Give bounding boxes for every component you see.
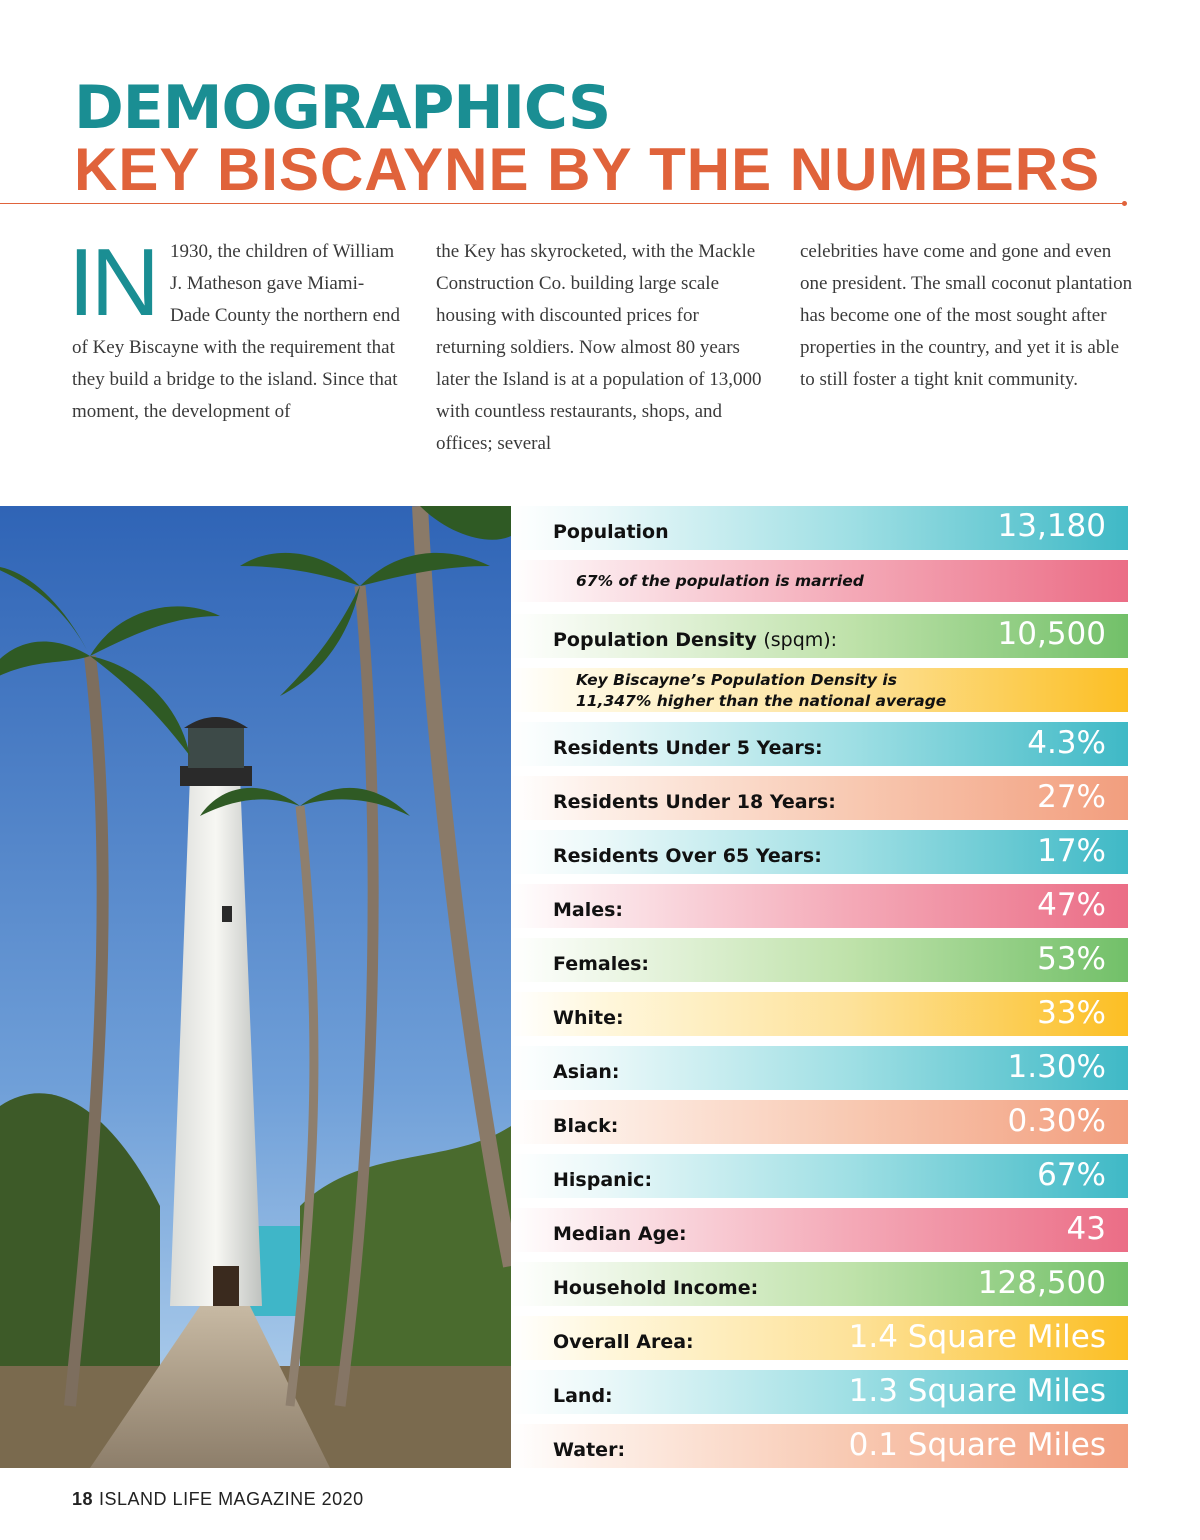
article-text-3: celebrities have come and gone and even one president. The small coconut plantation has become one of the most sought after properties in the country, and yet it is able to still foster a tight knit community. xyxy=(800,241,1133,390)
stat-label-unit: (spqm): xyxy=(763,629,838,651)
stat-row-population-density xyxy=(511,614,1128,658)
stat-value: 1.30% xyxy=(1007,1049,1106,1085)
note-married xyxy=(511,560,1128,602)
stat-label: Median Age: xyxy=(553,1223,687,1245)
stat-value: 0.30% xyxy=(1007,1103,1106,1139)
stat-value: 17% xyxy=(1037,833,1106,869)
stat-row-under-18 xyxy=(511,776,1128,820)
publication-name: ISLAND LIFE MAGAZINE 2020 xyxy=(99,1489,364,1509)
page-title: DEMOGRAPHICS xyxy=(74,73,611,143)
stat-row-hispanic xyxy=(511,1154,1128,1198)
stat-label: Residents Over 65 Years: xyxy=(553,845,822,867)
stat-row-population xyxy=(511,506,1128,550)
stat-value: 1.4 Square Miles xyxy=(848,1319,1106,1355)
note-text: 67% of the population is married xyxy=(576,572,864,590)
stat-row-land xyxy=(511,1370,1128,1414)
stat-row-household-income xyxy=(511,1262,1128,1306)
article-column-2 xyxy=(436,236,766,460)
stat-label: Males: xyxy=(553,899,624,921)
stat-value: 1.3 Square Miles xyxy=(848,1373,1106,1409)
stat-value: 47% xyxy=(1037,887,1106,923)
page-number: 18 xyxy=(72,1489,94,1509)
stat-label: Household Income: xyxy=(553,1277,759,1299)
stat-row-asian xyxy=(511,1046,1128,1090)
stat-row-white xyxy=(511,992,1128,1036)
stat-value: 27% xyxy=(1037,779,1106,815)
stat-row-water xyxy=(511,1424,1128,1468)
stat-label: Population xyxy=(553,521,669,543)
stat-label: Land: xyxy=(553,1385,613,1407)
stat-label: Residents Under 5 Years: xyxy=(553,737,823,759)
stat-label-text: Population Density xyxy=(553,629,757,651)
stat-row-over-65 xyxy=(511,830,1128,874)
article-column-1 xyxy=(68,229,402,428)
stat-label: Asian: xyxy=(553,1061,620,1083)
stat-row-females xyxy=(511,938,1128,982)
article-text-1: 1930, the children of William J. Matheson gave Miami-Dade County the northern end of Key Biscayne with the requirement that they build a bridge to the island. Since that moment, the development of xyxy=(72,241,401,422)
stat-value: 13,180 xyxy=(997,508,1106,544)
stat-label: Overall Area: xyxy=(553,1331,694,1353)
page-subtitle: KEY BISCAYNE BY THE NUMBERS xyxy=(74,136,1101,203)
stat-label: Black: xyxy=(553,1115,619,1137)
title-divider xyxy=(0,203,1123,204)
article-column-3 xyxy=(800,236,1135,396)
stat-value: 53% xyxy=(1037,941,1106,977)
stat-value: 128,500 xyxy=(977,1265,1106,1301)
stat-label: Females: xyxy=(553,953,650,975)
stat-value: 33% xyxy=(1037,995,1106,1031)
page-footer xyxy=(72,1489,364,1510)
stat-row-overall-area xyxy=(511,1316,1128,1360)
note-density xyxy=(511,668,1128,712)
note-text-line-2: 11,347% higher than the national average xyxy=(576,692,947,710)
lighthouse-photo xyxy=(0,506,511,1468)
stat-row-males xyxy=(511,884,1128,928)
stat-value: 4.3% xyxy=(1027,725,1106,761)
stat-label: Hispanic: xyxy=(553,1169,653,1191)
stat-label xyxy=(553,629,837,651)
stat-value: 0.1 Square Miles xyxy=(848,1427,1106,1463)
stat-row-black xyxy=(511,1100,1128,1144)
stat-value: 10,500 xyxy=(997,616,1106,652)
stat-value: 67% xyxy=(1037,1157,1106,1193)
article-text-2: the Key has skyrocketed, with the Mackle Construction Co. building large scale housing with discounted prices for returning soldiers. Now almost 80 years later the Island is at a population of 13,000 with countless restaurants, shops, and offices; several xyxy=(436,241,762,454)
stat-label: Water: xyxy=(553,1439,626,1461)
note-text-line-1: Key Biscayne’s Population Density is xyxy=(576,671,897,689)
lighthouse-with-palm-trees-photo-icon xyxy=(0,506,511,1468)
stat-value: 43 xyxy=(1066,1211,1106,1247)
drop-cap: IN xyxy=(68,229,156,336)
stat-label: White: xyxy=(553,1007,624,1029)
stat-row-median-age xyxy=(511,1208,1128,1252)
stat-row-under-5 xyxy=(511,722,1128,766)
stat-label: Residents Under 18 Years: xyxy=(553,791,836,813)
divider-end-dot xyxy=(1122,201,1127,206)
